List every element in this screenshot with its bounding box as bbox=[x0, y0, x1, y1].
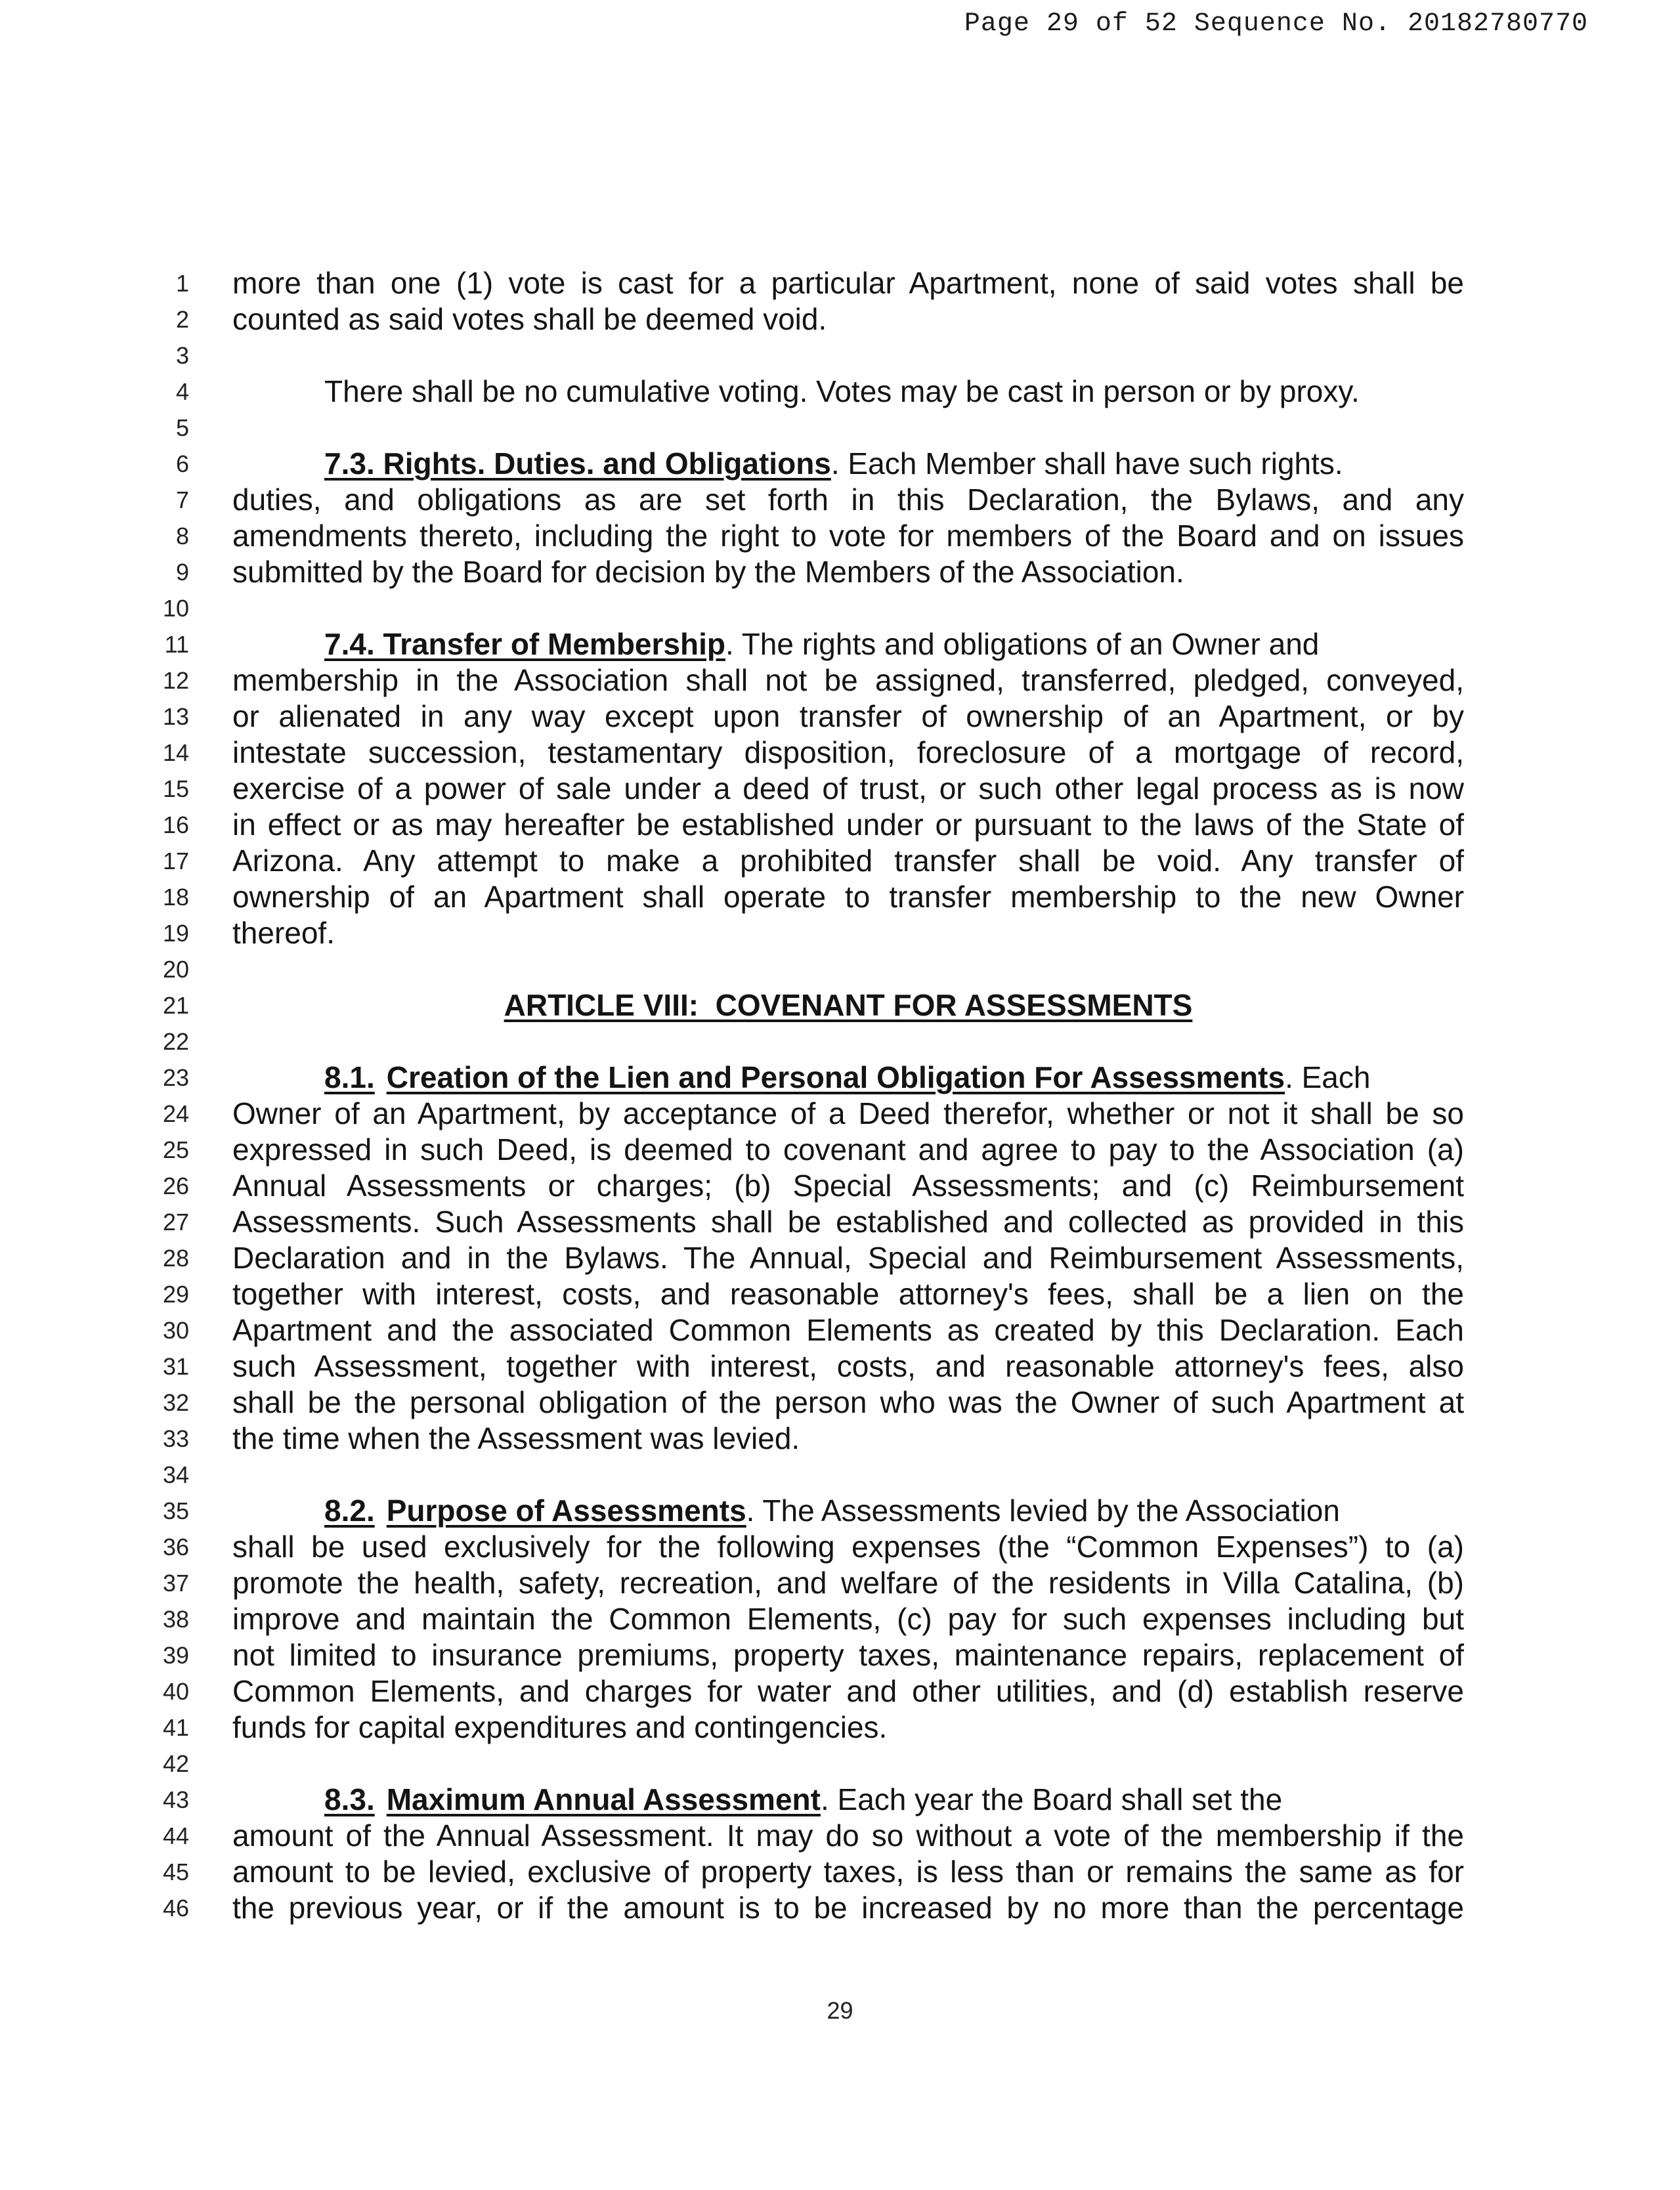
line-text: amendments thereto, including the right to vote for members of the Board and on issues bbox=[232, 519, 1464, 553]
line-number: 2 bbox=[175, 306, 189, 333]
line-number: 20 bbox=[162, 956, 189, 983]
line-39 bbox=[158, 1637, 1464, 1673]
line-number: 5 bbox=[175, 414, 189, 441]
line-22 bbox=[158, 1023, 1457, 1060]
line-number: 13 bbox=[162, 703, 189, 730]
section-heading-8-3: Maximum Annual Assessment bbox=[386, 1782, 821, 1816]
section-heading-8-1: Creation of the Lien and Personal Obligation For Assessments bbox=[386, 1060, 1285, 1094]
section-number-8-2: 8.2. bbox=[324, 1493, 375, 1528]
line-number: 16 bbox=[162, 811, 189, 838]
line-3 bbox=[158, 337, 1457, 374]
line-43 bbox=[158, 1782, 1457, 1818]
line-27 bbox=[158, 1204, 1464, 1240]
line-37 bbox=[158, 1565, 1464, 1601]
line-4 bbox=[158, 374, 1457, 410]
line-text: submitted by the Board for decision by the Members of the Association. bbox=[232, 555, 1184, 589]
line-26 bbox=[158, 1168, 1464, 1204]
line-number: 25 bbox=[162, 1136, 189, 1163]
line-text: Annual Assessments or charges; (b) Special Assessments; and (c) Reimbursement bbox=[232, 1169, 1464, 1203]
line-text-rest: . The rights and obligations of an Owner and bbox=[725, 627, 1320, 661]
line-number: 40 bbox=[162, 1678, 189, 1705]
article-viii-title: ARTICLE VIII: COVENANT FOR ASSESSMENTS bbox=[504, 988, 1193, 1022]
line-number: 3 bbox=[175, 342, 189, 369]
line-number: 4 bbox=[175, 378, 189, 405]
line-number: 32 bbox=[162, 1389, 189, 1416]
line-number: 8 bbox=[175, 523, 189, 549]
line-text: expressed in such Deed, is deemed to covenant and agree to pay to the Association (a) bbox=[232, 1132, 1464, 1167]
line-text-rest: . Each bbox=[1285, 1060, 1371, 1094]
line-number: 6 bbox=[175, 450, 189, 477]
line-text: such Assessment, together with interest, costs, and reasonable attorney's fees, also bbox=[232, 1349, 1464, 1383]
line-text-rest: . Each year the Board shall set the bbox=[820, 1782, 1283, 1816]
line-number: 15 bbox=[162, 775, 189, 802]
section-heading-7-4: 7.4. Transfer of Membership bbox=[324, 627, 725, 661]
line-number: 33 bbox=[162, 1425, 189, 1452]
line-text: funds for capital expenditures and contingencies. bbox=[232, 1710, 888, 1744]
line-text: Common Elements, and charges for water and other utilities, and (d) establish reserve bbox=[232, 1674, 1464, 1708]
line-number: 22 bbox=[162, 1028, 189, 1055]
line-text: duties, and obligations as are set forth in this Declaration, the Bylaws, and any bbox=[232, 483, 1464, 517]
line-number: 39 bbox=[162, 1642, 189, 1669]
line-text: amount to be levied, exclusive of property taxes, is less than or remains the same as for bbox=[232, 1855, 1464, 1889]
line-15 bbox=[158, 771, 1464, 807]
page-sequence-header: Page 29 of 52 Sequence No. 20182780770 bbox=[964, 9, 1588, 39]
line-30 bbox=[158, 1312, 1464, 1348]
line-text bbox=[232, 1493, 1464, 1529]
line-number: 26 bbox=[162, 1172, 189, 1199]
line-14 bbox=[158, 735, 1464, 771]
line-25 bbox=[158, 1132, 1464, 1168]
line-number: 10 bbox=[162, 595, 189, 622]
line-20 bbox=[158, 951, 1457, 987]
line-number: 17 bbox=[162, 848, 189, 874]
line-number: 34 bbox=[162, 1461, 189, 1488]
line-9 bbox=[158, 554, 1457, 590]
line-16 bbox=[158, 807, 1464, 843]
section-heading-8-2: Purpose of Assessments bbox=[386, 1493, 746, 1528]
line-28 bbox=[158, 1240, 1464, 1276]
line-text-rest: . The Assessments levied by the Association bbox=[746, 1493, 1340, 1528]
line-number: 23 bbox=[162, 1064, 189, 1091]
line-text: in effect or as may hereafter be established under or pursuant to the laws of the State of bbox=[232, 807, 1464, 842]
section-number-8-3: 8.3. bbox=[324, 1782, 375, 1816]
line-text: shall be the personal obligation of the person who was the Owner of such Apartment at bbox=[232, 1385, 1464, 1419]
line-number: 41 bbox=[162, 1714, 189, 1741]
line-number: 30 bbox=[162, 1317, 189, 1344]
line-number: 12 bbox=[162, 667, 189, 694]
line-number: 29 bbox=[162, 1281, 189, 1308]
line-text: the time when the Assessment was levied. bbox=[232, 1421, 800, 1455]
line-number: 36 bbox=[162, 1534, 189, 1560]
line-text: intestate succession, testamentary disposition, foreclosure of a mortgage of record, bbox=[232, 735, 1464, 769]
line-2 bbox=[158, 301, 1457, 337]
article-heading bbox=[232, 987, 1464, 1023]
line-number: 31 bbox=[162, 1353, 189, 1380]
line-text: There shall be no cumulative voting. Votes may be cast in person or by proxy. bbox=[324, 374, 1360, 408]
line-8 bbox=[158, 518, 1464, 554]
document-body bbox=[158, 265, 1464, 1926]
line-text: Declaration and in the Bylaws. The Annual, Special and Reimbursement Assessments, bbox=[232, 1241, 1464, 1275]
line-6 bbox=[158, 446, 1457, 482]
line-17 bbox=[158, 843, 1464, 879]
line-text: membership in the Association shall not be assigned, transferred, pledged, conveyed, bbox=[232, 663, 1464, 697]
line-11 bbox=[158, 626, 1457, 662]
line-5 bbox=[158, 410, 1457, 446]
line-number: 42 bbox=[162, 1750, 189, 1777]
line-text bbox=[232, 1782, 1464, 1818]
line-text: shall be used exclusively for the following expenses (the “Common Expenses”) to (a) bbox=[232, 1530, 1464, 1564]
line-text: Apartment and the associated Common Elements as created by this Declaration. Each bbox=[232, 1313, 1464, 1347]
line-23 bbox=[158, 1060, 1457, 1096]
line-13 bbox=[158, 698, 1464, 735]
line-1 bbox=[158, 265, 1464, 301]
line-number: 37 bbox=[162, 1570, 189, 1597]
line-text: amount of the Annual Assessment. It may do so without a vote of the membership if the bbox=[232, 1818, 1464, 1853]
line-19 bbox=[158, 915, 1457, 951]
line-44 bbox=[158, 1818, 1464, 1854]
line-number: 44 bbox=[162, 1822, 189, 1849]
line-41 bbox=[158, 1709, 1457, 1746]
line-number: 7 bbox=[175, 486, 189, 513]
line-40 bbox=[158, 1673, 1464, 1709]
line-number: 24 bbox=[162, 1100, 189, 1127]
line-text bbox=[232, 1060, 1464, 1096]
line-text: not limited to insurance premiums, property taxes, maintenance repairs, replacement of bbox=[232, 1638, 1464, 1672]
line-text: promote the health, safety, recreation, and welfare of the residents in Villa Catalina, (b) bbox=[232, 1566, 1464, 1600]
line-number: 9 bbox=[175, 559, 189, 586]
line-text: more than one (1) vote is cast for a particular Apartment, none of said votes shall be bbox=[232, 266, 1464, 300]
line-29 bbox=[158, 1276, 1464, 1312]
line-46 bbox=[158, 1890, 1464, 1926]
line-text: counted as said votes shall be deemed void. bbox=[232, 302, 827, 336]
line-number: 1 bbox=[175, 270, 189, 297]
line-text: the previous year, or if the amount is to be increased by no more than the percentage bbox=[232, 1891, 1464, 1925]
line-34 bbox=[158, 1457, 1457, 1493]
line-number: 35 bbox=[162, 1497, 189, 1524]
line-24 bbox=[158, 1096, 1464, 1132]
section-heading-7-3: 7.3. Rights. Duties. and Obligations bbox=[324, 446, 831, 481]
section-number-8-1: 8.1. bbox=[324, 1060, 375, 1094]
line-42 bbox=[158, 1746, 1457, 1782]
line-35 bbox=[158, 1493, 1457, 1529]
line-36 bbox=[158, 1529, 1464, 1565]
line-text: ownership of an Apartment shall operate to transfer membership to the new Owner bbox=[232, 880, 1464, 914]
line-number: 43 bbox=[162, 1786, 189, 1813]
line-38 bbox=[158, 1601, 1464, 1637]
line-number: 27 bbox=[162, 1209, 189, 1235]
line-number: 46 bbox=[162, 1895, 189, 1922]
line-number: 14 bbox=[162, 739, 189, 766]
line-31 bbox=[158, 1348, 1464, 1385]
line-text: thereof. bbox=[232, 916, 335, 950]
line-text: exercise of a power of sale under a deed of trust, or such other legal process as is now bbox=[232, 771, 1464, 805]
line-text bbox=[232, 446, 1464, 482]
line-number: 45 bbox=[162, 1858, 189, 1885]
line-number: 18 bbox=[162, 884, 189, 911]
line-text: Owner of an Apartment, by acceptance of a Deed therefor, whether or not it shall be so bbox=[232, 1096, 1464, 1130]
line-number: 19 bbox=[162, 920, 189, 947]
line-45 bbox=[158, 1854, 1464, 1890]
line-text: together with interest, costs, and reasonable attorney's fees, shall be a lien on the bbox=[232, 1277, 1464, 1311]
line-10 bbox=[158, 590, 1457, 626]
line-number: 21 bbox=[162, 992, 189, 1019]
line-number: 38 bbox=[162, 1606, 189, 1633]
line-32 bbox=[158, 1385, 1464, 1421]
line-number: 28 bbox=[162, 1245, 189, 1272]
line-number: 11 bbox=[164, 631, 189, 658]
line-7 bbox=[158, 482, 1464, 518]
line-text-rest: . Each Member shall have such rights. bbox=[830, 446, 1343, 481]
line-21 bbox=[158, 987, 1457, 1023]
line-text: improve and maintain the Common Elements, (c) pay for such expenses including but bbox=[232, 1602, 1464, 1636]
line-text: Assessments. Such Assessments shall be established and collected as provided in this bbox=[232, 1205, 1464, 1239]
line-12 bbox=[158, 662, 1464, 698]
line-text bbox=[232, 626, 1464, 662]
line-33 bbox=[158, 1421, 1457, 1457]
line-text: or alienated in any way except upon transfer of ownership of an Apartment, or by bbox=[232, 699, 1464, 733]
line-18 bbox=[158, 879, 1464, 915]
line-text: Arizona. Any attempt to make a prohibited transfer shall be void. Any transfer of bbox=[232, 844, 1464, 878]
page-number-footer: 29 bbox=[827, 1997, 853, 2024]
